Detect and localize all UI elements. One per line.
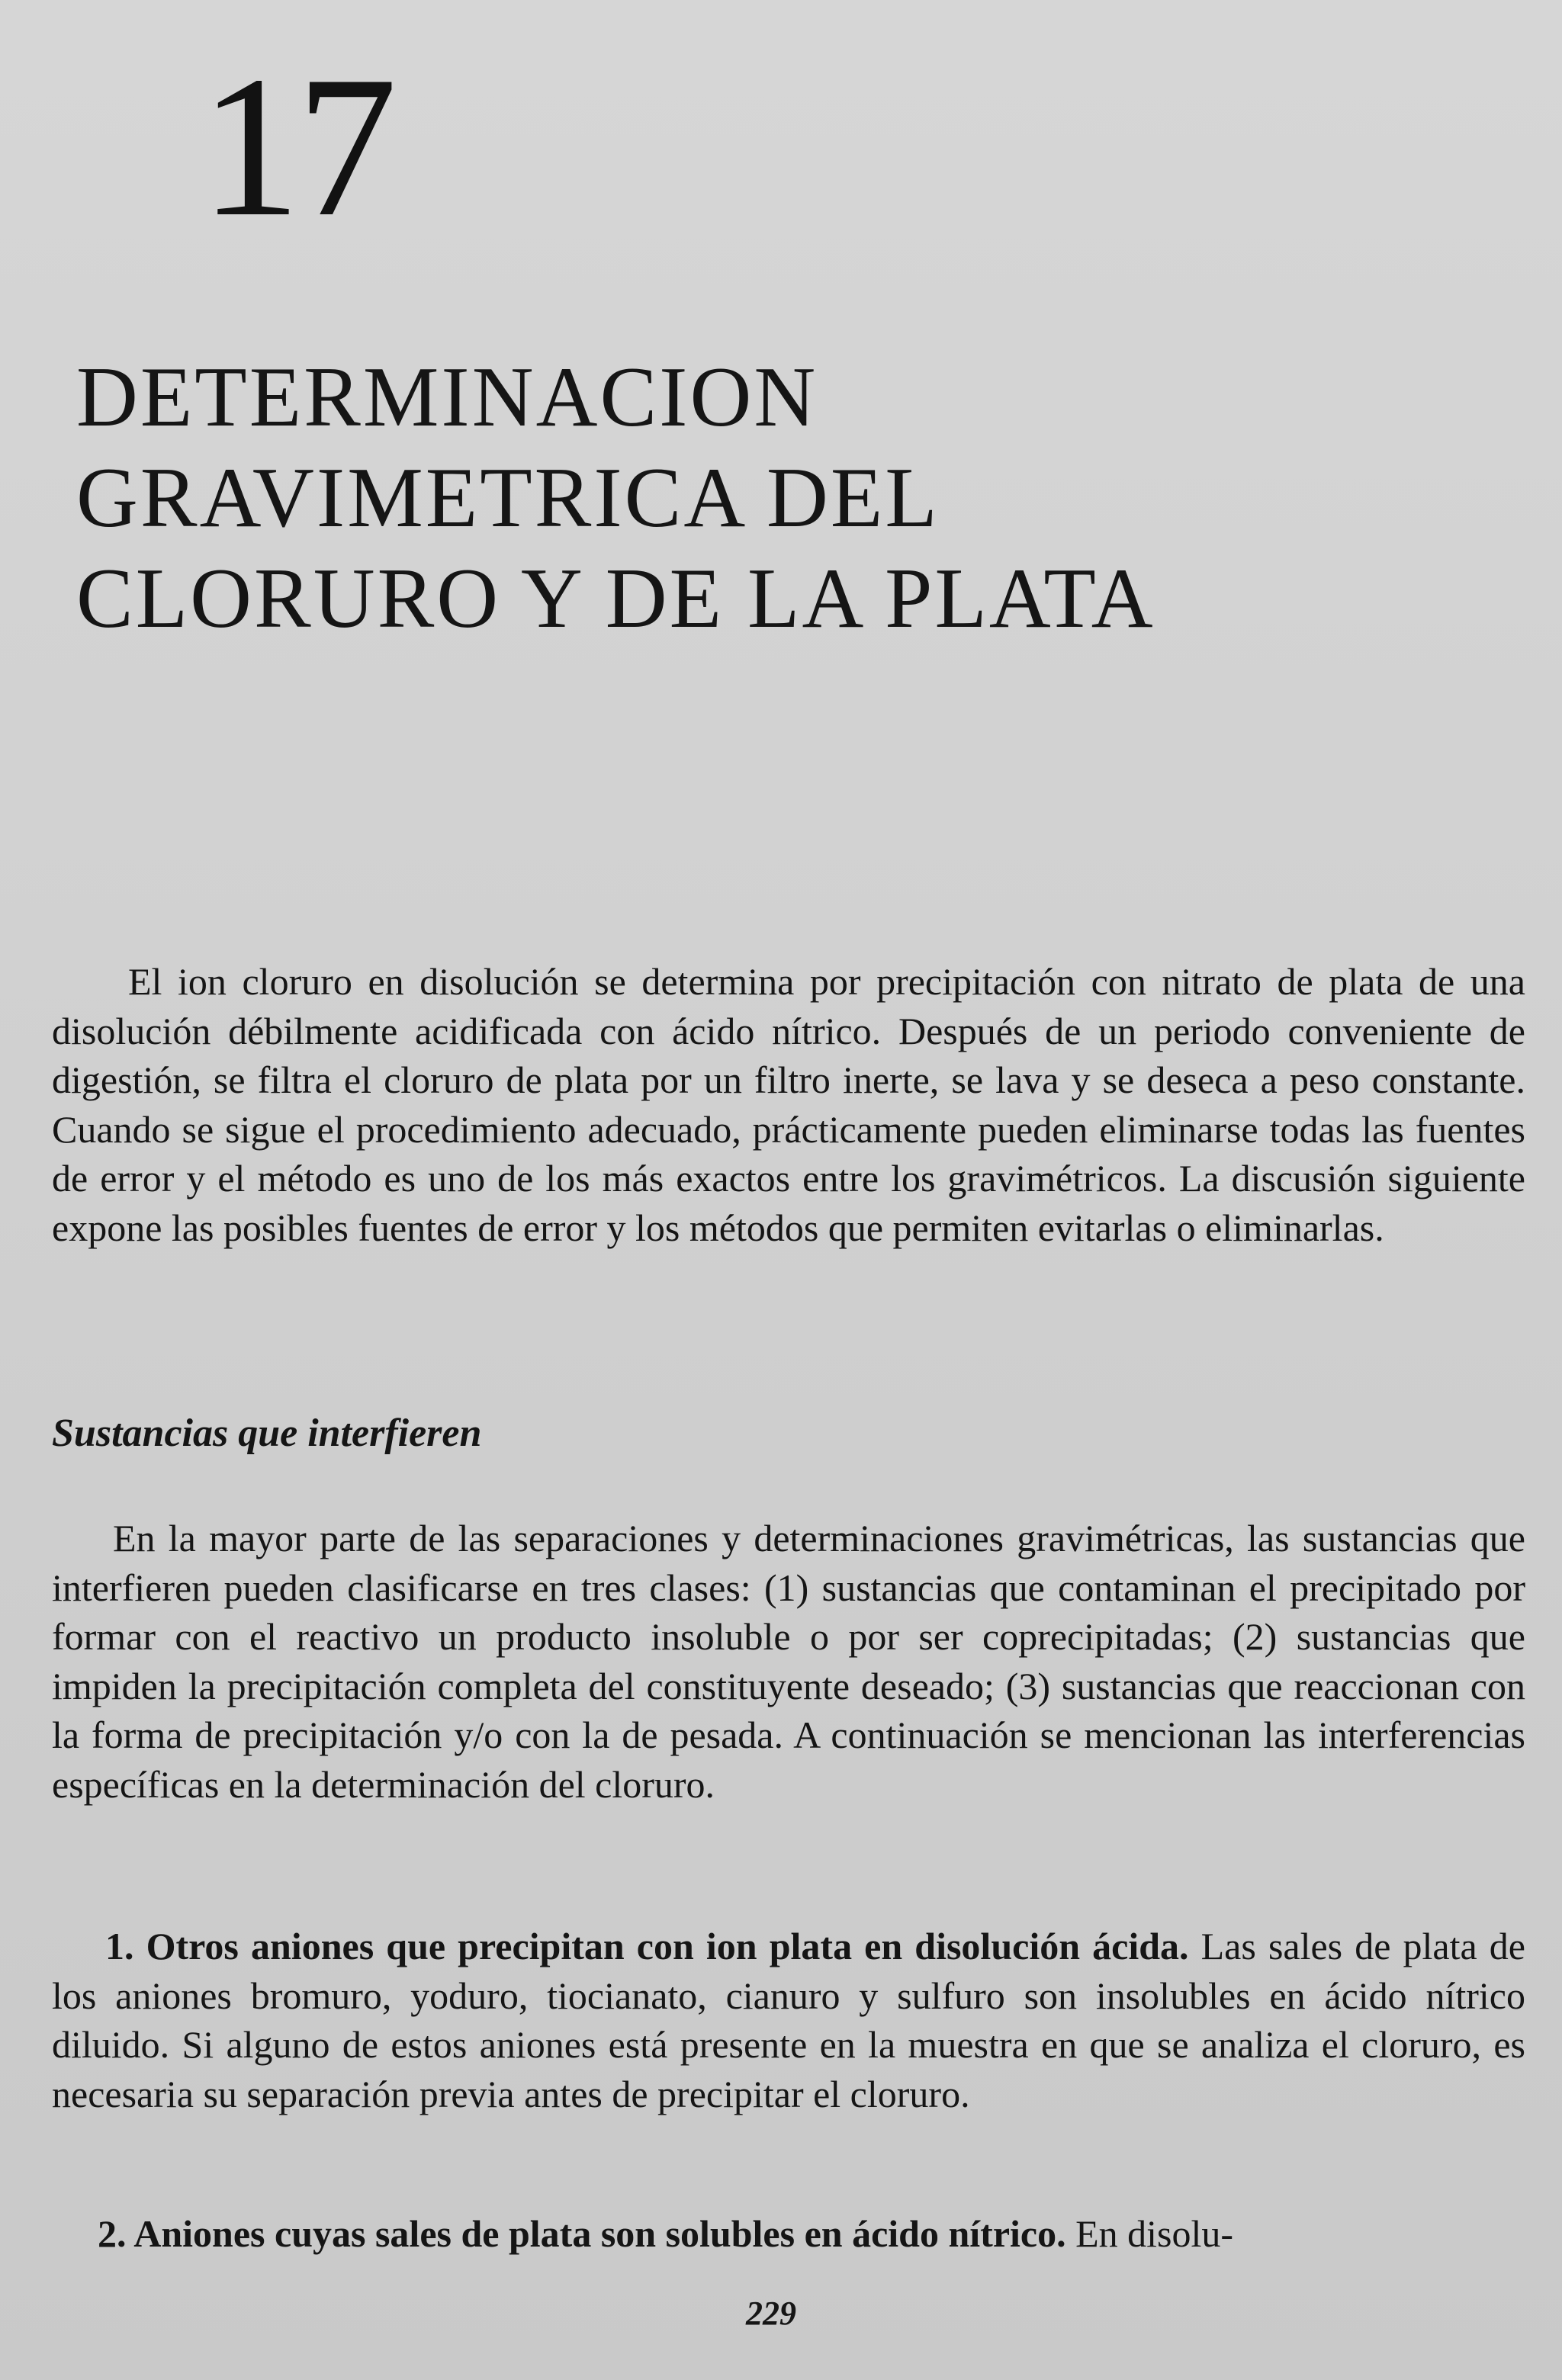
item-2-lead: 2. Aniones cuyas sales de plata son solubles en ácido nítrico. [98,2212,1066,2255]
chapter-title-line-2: GRAVIMETRICA DEL [76,451,940,545]
chapter-title-line-1: DETERMINACION [76,350,818,445]
chapter-title [76,347,1449,649]
interference-classes-paragraph: En la mayor parte de las separaciones y determinaciones gravimétricas, las sustancias que interfieren pueden clasificarse en tres clases: (1) sustancias que contaminan el precipitado por formar con el reactivo un producto insoluble o por ser coprecipitadas; (2) sustancias que impiden la precipitación completa del constituyente deseado; (3) sustancias que reaccionan con la forma de precipitación y/o con la de pesada. A continuación se mencionan las interferencias específicas en la determinación del cloruro. [52,1517,1525,1806]
item-2-text: En disolu- [1075,2212,1234,2255]
item-1-text: Las sales de plata de los aniones bromuro, yoduro, tiocianato, cianuro y sulfuro son insolubles en ácido nítrico diluido. Si alguno de estos aniones está presente en la muestra en que se analiza el cloruro, es necesaria su separación previa antes de precipitar el cloruro. [52,1925,1525,2115]
item-1-lead: 1. Otros aniones que precipitan con ion plata en disolución ácida. [105,1925,1189,1967]
numbered-item-1 [52,1922,1525,2118]
chapter-number: 17 [200,35,393,259]
intro-paragraph: El ion cloruro en disolución se determina por precipitación con nitrato de plata de una disolución débilmente acidificada con ácido nítrico. Después de un periodo conveniente de digestión, se filtra el cloruro de plata por un filtro inerte, se lava y se deseca a peso constante. Cuando se sigue el procedimiento adecuado, prácticamente pueden eliminarse todas las fuentes de error y el método es uno de los más exactos entre los gravimétricos. La discusión siguiente expone las posibles fuentes de error y los métodos que permiten evitarlas o eliminarlas. [52,960,1525,1249]
page-number: 229 [746,2295,796,2332]
section-heading: Sustancias que interfieren [52,1412,482,1455]
chapter-title-line-3: CLORURO Y DE LA PLATA [76,551,1155,646]
numbered-item-2 [52,2209,1525,2259]
